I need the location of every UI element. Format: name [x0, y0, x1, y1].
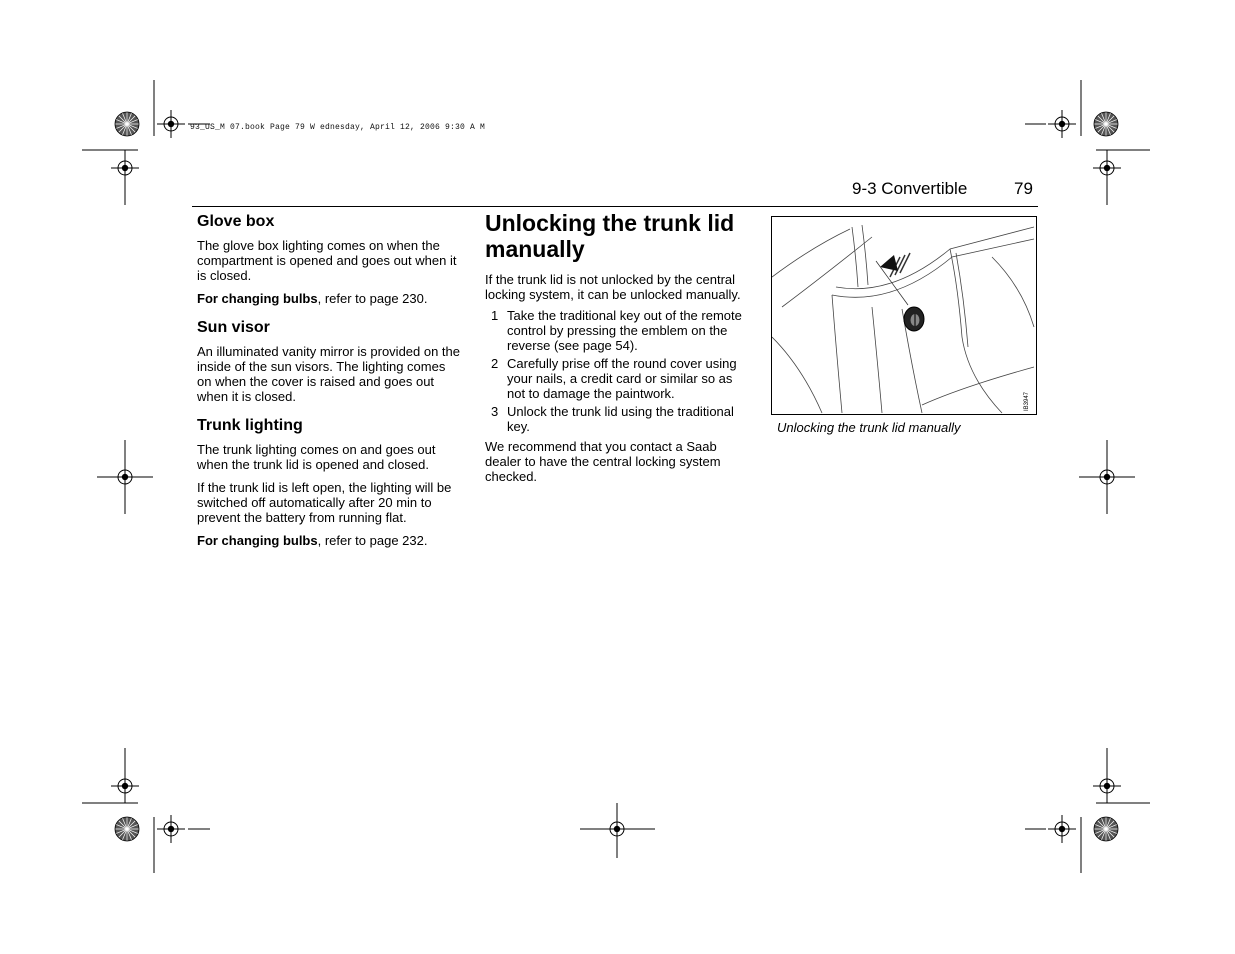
bulbs-note-text: , refer to page 230. — [317, 291, 428, 306]
arrow-icon — [880, 255, 898, 271]
steps-list — [485, 308, 750, 434]
bulbs-note-bold: For changing bulbs — [197, 533, 318, 548]
glove-box-heading: Glove box — [197, 213, 275, 230]
step-number: 3 — [491, 404, 499, 419]
step-number: 1 — [491, 308, 499, 323]
trunk-lock-drawing — [772, 217, 1036, 414]
trunk-lighting-auto-off: If the trunk lid is left open, the lighting will be switched off automatically after 20 min to prevent the battery from running flat. — [197, 480, 452, 525]
step-text: Unlock the trunk lid using the traditional key. — [507, 404, 734, 434]
recommendation-paragraph: We recommend that you contact a Saab dealer to have the central locking system checked. — [485, 439, 721, 484]
figure-code: IB3947 — [1024, 391, 1030, 411]
trunk-lighting-bulbs-note — [197, 533, 462, 548]
sun-visor-heading: Sun visor — [197, 319, 270, 336]
print-slug: 93_US_M 07.book Page 79 W ednesday, April 12, 2006 9:30 A M — [190, 123, 486, 132]
list-item — [485, 308, 750, 353]
bulbs-note-text: , refer to page 232. — [317, 533, 428, 548]
glove-box-body: The glove box lighting comes on when the compartment is opened and goes out when it is closed. — [197, 238, 457, 283]
intro-paragraph: If the trunk lid is not unlocked by the central locking system, it can be unlocked manually. — [485, 272, 741, 302]
list-item — [485, 356, 750, 401]
section-title: Unlocking the trunk lid manually — [485, 210, 735, 262]
glove-box-bulbs-note — [197, 291, 462, 306]
middle-column — [485, 210, 750, 484]
step-text: Take the traditional key out of the remote control by pressing the emblem on the reverse (see page 54). — [507, 308, 742, 353]
figure-caption: Unlocking the trunk lid manually — [777, 420, 961, 435]
trunk-lock-illustration — [771, 216, 1037, 415]
trunk-lighting-heading: Trunk lighting — [197, 417, 303, 434]
trunk-lighting-body: The trunk lighting comes on and goes out when the trunk lid is opened and closed. — [197, 442, 436, 472]
list-item — [485, 404, 750, 434]
sun-visor-body: An illuminated vanity mirror is provided on the inside of the sun visors. The lighting comes on when the cover is raised and goes out when it is closed. — [197, 344, 461, 404]
bulbs-note-bold: For changing bulbs — [197, 291, 318, 306]
header-rule — [192, 206, 1038, 207]
step-text: Carefully prise off the round cover using your nails, a credit card or similar so as not to damage the paintwork. — [507, 356, 737, 401]
page-number: 79 — [1014, 179, 1033, 198]
left-column — [197, 212, 462, 548]
running-title: 9-3 Convertible — [852, 179, 968, 198]
step-number: 2 — [491, 356, 499, 371]
